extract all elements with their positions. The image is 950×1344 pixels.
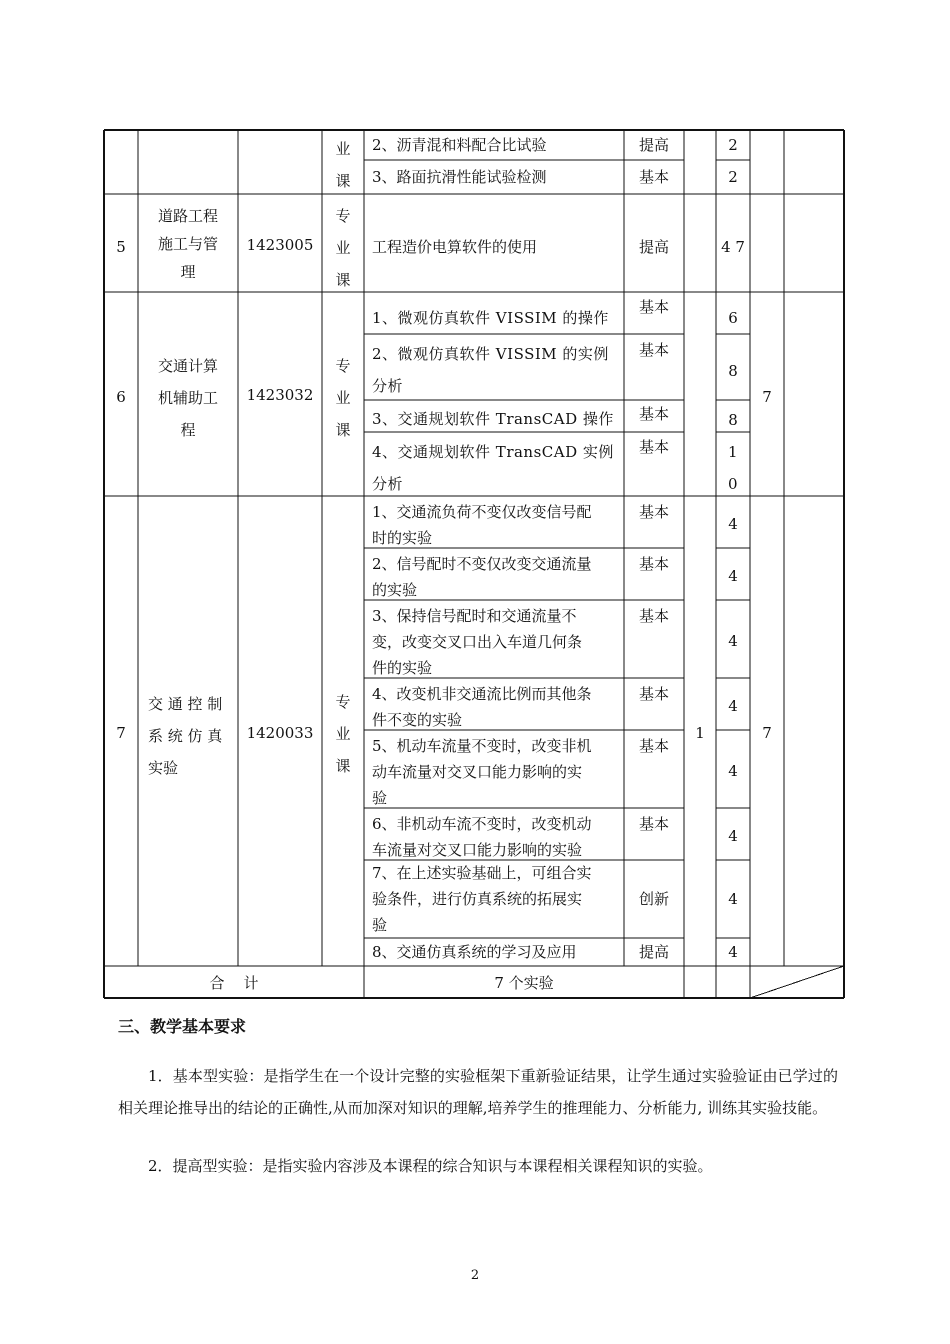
course-name: 道路工程 施工与管 理	[157, 207, 218, 281]
category-cell: 专 业 课	[335, 207, 351, 289]
experiment-type: 提高	[638, 136, 669, 154]
experiment-hours: 4	[728, 943, 738, 961]
experiment-hours: 1 0	[727, 443, 739, 493]
page-number: 2	[470, 1268, 480, 1283]
course-code: 1423032	[246, 386, 314, 404]
experiment-hours: 6	[728, 309, 738, 327]
experiment-type: 基本	[638, 341, 669, 359]
experiment-type: 基本	[638, 555, 669, 573]
experiment-hours: 2	[728, 168, 738, 186]
experiment-hours: 2	[728, 136, 738, 154]
experiment-name: 7、在上述实验基础上，可组合实 验条件，进行仿真系统的拓展实 验	[372, 864, 592, 934]
experiment-hours: 8	[728, 362, 738, 380]
experiment-type: 基本	[638, 168, 669, 186]
experiment-name: 1、交通流负荷不变仅改变信号配 时的实验	[372, 503, 592, 547]
experiment-name: 5、机动车流量不变时，改变非机 动车流量对交叉口能力影响的实 验	[372, 737, 592, 807]
experiment-hours: 4	[728, 515, 738, 533]
group-size: 1	[695, 724, 705, 742]
experiment-name: 1、微观仿真软件 VISSIM 的操作	[372, 309, 609, 327]
experiment-hours: 4 7	[721, 238, 745, 256]
experiment-type: 基本	[638, 815, 669, 833]
category-cell: 业 课	[335, 140, 351, 190]
experiment-type: 基本	[638, 438, 669, 456]
experiment-hours: 4	[728, 697, 738, 715]
experiment-name: 4、交通规划软件 TransCAD 实例 分析	[372, 443, 614, 493]
experiment-type: 基本	[638, 405, 669, 423]
experiment-hours: 4	[728, 632, 738, 650]
experiment-name: 2、沥青混和料配合比试验	[372, 136, 547, 154]
row-number: 5	[116, 238, 126, 256]
category-cell: 专 业 课	[335, 357, 351, 439]
experiment-name: 3、保持信号配时和交通流量不 变，改变交叉口出入车道几何条 件的实验	[372, 607, 583, 677]
experiment-type: 基本	[638, 298, 669, 316]
course-name: 交通计算 机辅助工 程	[157, 357, 218, 439]
experiment-hours: 8	[728, 411, 738, 429]
experiment-hours: 4	[728, 890, 738, 908]
experiment-type: 基本	[638, 503, 669, 521]
row-number: 7	[116, 724, 126, 742]
course-name: 交 通 控 制 系 统 仿 真 实验	[148, 695, 223, 777]
experiment-type: 基本	[638, 607, 669, 625]
experiment-type: 基本	[638, 685, 669, 703]
course-code: 1423005	[246, 236, 314, 254]
experiment-name: 4、改变机非交通流比例而其他条 件不变的实验	[372, 685, 592, 729]
experiment-name: 8、交通仿真系统的学习及应用	[372, 943, 577, 961]
experiment-name: 2、微观仿真软件 VISSIM 的实例 分析	[372, 345, 609, 395]
row-number: 6	[116, 388, 126, 406]
experiment-hours: 4	[728, 827, 738, 845]
experiment-name: 工程造价电算软件的使用	[372, 238, 538, 256]
experiment-type: 创新	[638, 890, 669, 908]
total-hours: 7	[762, 388, 772, 406]
experiment-hours: 4	[728, 567, 738, 585]
experiment-type: 基本	[638, 737, 669, 755]
experiment-type: 提高	[638, 943, 669, 961]
experiment-name: 2、信号配时不变仅改变交通流量 的实验	[372, 555, 592, 599]
experiment-hours: 4	[728, 762, 738, 780]
section-heading: 三、教学基本要求	[118, 1017, 247, 1036]
paragraph-advanced: 2．提高型实验：是指实验内容涉及本课程的综合知识与本课程相关课程知识的实验。	[148, 1157, 713, 1175]
course-code: 1420033	[246, 724, 314, 742]
category-cell: 专 业 课	[335, 693, 351, 775]
total-hours: 7	[762, 724, 772, 742]
experiment-name: 3、交通规划软件 TransCAD 操作	[372, 410, 614, 428]
experiment-name: 3、路面抗滑性能试验检测	[372, 168, 547, 186]
summary-label: 合 计	[209, 974, 259, 992]
summary-value: 7 个实验	[494, 974, 554, 992]
paragraph-basic: 1．基本型实验：是指学生在一个设计完整的实验框架下重新验证结果，让学生通过实验验证由已学过的相关理论推导出的结论的正确性,从而加深对知识的理解,培养学生的推理能力、分析能力, 训练其实验技能。	[118, 1067, 838, 1117]
experiment-name: 6、非机动车流不变时，改变机动 车流量对交叉口能力影响的实验	[372, 815, 592, 859]
experiment-type: 提高	[638, 238, 669, 256]
